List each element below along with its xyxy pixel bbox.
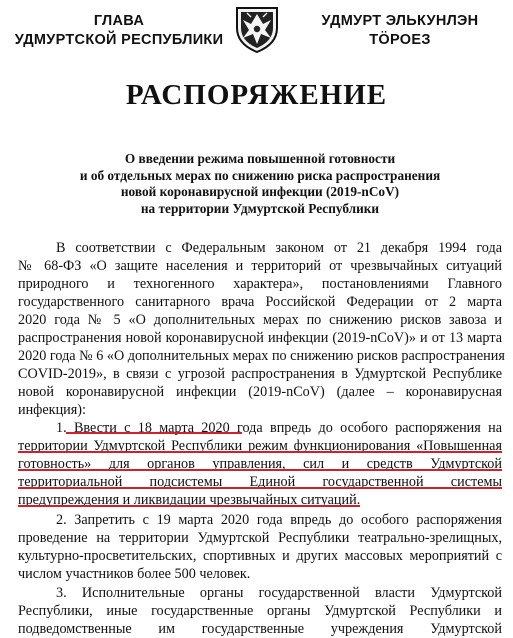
highlight-underline: [18, 487, 502, 489]
coat-of-arms-icon: [233, 4, 281, 54]
text-line: государственного санитарного врача Российской Федерации от 2 марта: [18, 294, 502, 310]
item-3-paragraph: [18, 584, 502, 638]
text-line: Республики, иные государственные органы Удмуртской Республики и: [18, 603, 502, 619]
text-line: готовность» для органов управления, сил и средств Удмуртской: [18, 456, 502, 472]
text-line: 2020 года № 6 «О дополнительных мерах по снижению рисков распространения: [18, 348, 505, 364]
header-right: [300, 12, 500, 50]
highlight-underline: [18, 469, 502, 471]
header-left: [14, 12, 224, 50]
text-line: В соответствии с Федеральным законом от 21 декабря 1994 года: [56, 240, 502, 256]
text-line: новой коронавирусной инфекции (2019-nCoV) (далее – коронавирусная: [18, 384, 502, 400]
text-line: 1. Ввести с 18 марта 2020 года впредь до особого распоряжения на: [56, 420, 502, 436]
text-line: № 68-ФЗ «О защите населения и территорий от чрезвычайных ситуаций: [18, 258, 502, 274]
preamble-paragraph: [18, 239, 505, 419]
highlight-underline: [18, 505, 360, 507]
text-line: 2020 года № 5 «О дополнительных мерах по снижению рисков завоза и: [18, 312, 502, 328]
subject-line: и об отдельных мерах по снижению риска распространения: [79, 167, 441, 183]
text-line: предупреждения и ликвидации чрезвычайных ситуаций.: [18, 492, 361, 508]
text-line: 2. Запретить с 19 марта 2020 года впредь до особого распоряжения: [56, 512, 502, 528]
text-line: природного и техногенного характера», постановлениями Главного: [18, 276, 502, 292]
subject-line: О введении режима повышенной готовности: [124, 151, 396, 166]
text-line: 3. Исполнительные органы государственной власти Удмуртской: [56, 585, 502, 601]
item-2-paragraph: [18, 511, 502, 583]
highlight-underline: [66, 432, 242, 434]
text-line: COVID-2019», в связи с угрозой распространения в Удмуртской Республике: [18, 366, 502, 382]
text-line: числом участников более 500 человек.: [18, 566, 251, 582]
text-line: инфекция):: [18, 402, 86, 418]
text-line: территориальной подсистемы Единой государственной системы: [18, 474, 502, 490]
header-right-line1: УДМУРТ ЭЛЬКУНЛЭН: [321, 13, 479, 29]
subject-line: новой коронавирусной инфекции (2019-nCoV): [120, 184, 400, 199]
document-subject: [60, 151, 460, 217]
text-line: проведение на территории Удмуртской Республики театрально-зрелищных,: [18, 530, 502, 546]
subject-line: на территории Удмуртской Республики: [140, 200, 380, 216]
header-left-line1: ГЛАВА: [93, 13, 145, 29]
header-right-line2: ТӦРОЕЗ: [369, 32, 431, 48]
text-line: подведомственные им государственные учреждения Удмуртской: [18, 621, 502, 637]
text-line: территории Удмуртской Республики режим функционирования «Повышенная: [18, 438, 502, 454]
header-left-line2: УДМУРТСКОЙ РЕСПУБЛИКИ: [14, 32, 224, 48]
highlight-underline: [18, 451, 502, 453]
text-line: распространения новой коронавирусной инфекции (2019-nCoV)» и от 13 марта: [18, 330, 502, 346]
document-title: РАСПОРЯЖЕНИЕ: [125, 79, 388, 111]
text-line: культурно-просветительских, спортивных и других массовых мероприятий с: [18, 548, 502, 564]
